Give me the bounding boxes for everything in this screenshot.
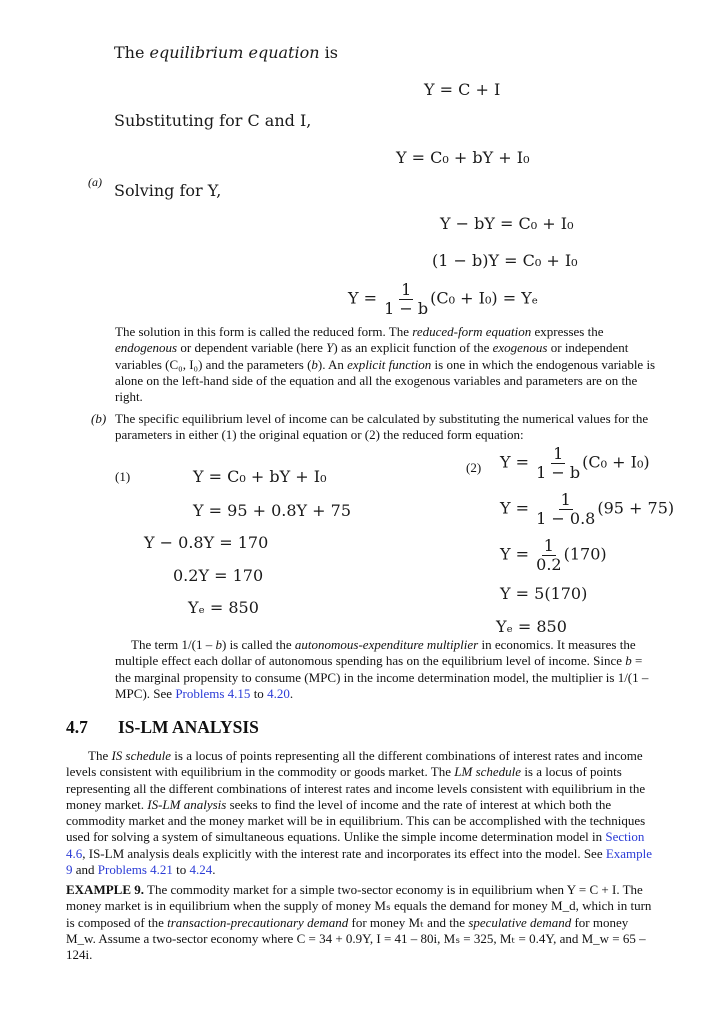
- multiplier-paragraph: The term 1/(1 – b) is called the autonomous-expenditure multiplier in economics. It measures the multiple effect each dollar of autonomous spending has on the equilibrium level of income. Since b = the marginal propensity to consume (MPC) in the income determination model, the multiplier is 1/(1 – MPC). See Problems 4.15 to 4.20.: [115, 637, 649, 701]
- link-problems-4-24[interactable]: 4.24: [189, 862, 213, 878]
- link-problems-4-20[interactable]: 4.20: [267, 685, 290, 701]
- left-eq-5: Yₑ = 850: [188, 598, 259, 617]
- section-title: IS-LM ANALYSIS: [118, 717, 259, 737]
- eq5-fraction: [382, 281, 430, 317]
- part-b-label: (b): [91, 411, 107, 426]
- equation-y-c-i: Y = C + I: [424, 80, 501, 99]
- intro-text: The: [114, 43, 145, 62]
- eq5-left: Y =: [348, 288, 378, 308]
- example-9-paragraph: EXAMPLE 9. The commodity market for a simple two-sector economy is in equilibrium when Y = C + I. The money market is in equilibrium when the supply of money Mₛ equals the demand for money M_d, which in turn is composed of the transaction-precautionary demand for money Mₜ and the speculative demand for money M_w. Assume a two-sector economy where C = 34 + 0.9Y, I = 41 – 80i, Mₛ = 325, Mₜ = 0.4Y, and M_w = 65 – 124i.: [66, 882, 652, 963]
- left-eq-3: Y − 0.8Y = 170: [144, 533, 269, 552]
- right-eq-2-fraction: $\frac{1}{1 - 0.8}$: [536, 490, 596, 528]
- equilibrium-intro: [114, 43, 338, 62]
- equation-substituted: Y = C₀ + bY + I₀: [396, 148, 530, 167]
- eq5-denominator: 1 − b: [384, 298, 429, 318]
- right-eq-4: Y = 5(170): [500, 584, 588, 603]
- link-problems-4-15[interactable]: Problems 4.15: [175, 685, 251, 701]
- reduced-form-paragraph: The solution in this form is called the reduced form. The reduced-form equation expresses the endogenous or dependent variable (here Y) as an explicit function of the exogenous or independent variables (C₀, I₀) and the parameters (b). An explicit function is one in which the endogenous variable is alone on the left-hand side of the equation and all the exogenous variables and parameters are on the right.: [115, 324, 656, 405]
- substituting-text: Substituting for C and I,: [114, 111, 312, 130]
- left-eq-2: Y = 95 + 0.8Y + 75: [193, 501, 352, 520]
- solving-text: Solving for Y,: [114, 181, 222, 200]
- link-problems-4-21[interactable]: Problems 4.21: [97, 862, 173, 878]
- link-example-9[interactable]: Example 9: [66, 845, 653, 878]
- link-section-4-6[interactable]: Section 4.6: [66, 829, 645, 861]
- intro-text-suffix: is: [324, 43, 338, 62]
- islm-paragraph: The IS schedule is a locus of points representing all the different combinations of interest rates and income levels consistent with equilibrium in the commodity or goods market. The LM schedule is a locus of points representing all the different combinations of interest rates and income levels consistent with equilibrium in the money market. IS-LM analysis seeks to find the level of income and the rate of interest at which both the commodity market and the money market will be in equilibrium. This can be accomplished with the techniques used for solving a system of simultaneous equations. Unlike the simple income determination model in Section 4.6, IS-LM analysis deals explicitly with the interest rate and incorporates its effect into the model. See Example 9 and Problems 4.21 to 4.24.: [66, 748, 653, 878]
- right-eq-2: Y = $\frac{1}{1 - 0.8}$ (95 + 75): [500, 490, 675, 528]
- right-eq-1-fraction: $\frac{1}{1 - b}$: [536, 444, 581, 482]
- right-eq-1: Y = $\frac{1}{1 - b}$ (C₀ + I₀): [500, 444, 650, 482]
- equation-y-minus-by: Y − bY = C₀ + I₀: [440, 214, 574, 233]
- left-eq-1: Y = C₀ + bY + I₀: [193, 467, 327, 486]
- eq5-right: (C₀ + I₀) = Yₑ: [430, 288, 538, 308]
- part-b-text: The specific equilibrium level of income can be calculated by substituting the numerical values for the parameters in either (1) the original equation or (2) the reduced form equation:: [115, 411, 649, 443]
- method-1-label: (1): [115, 469, 131, 484]
- eq5-numerator: 1: [401, 280, 412, 299]
- part-a-label: (a): [88, 175, 102, 189]
- right-eq-3-fraction: $\frac{1}{0.2}$: [536, 536, 562, 574]
- equation-reduced-form: [348, 281, 538, 317]
- section-number: 4.7: [66, 717, 88, 737]
- method-2-label: (2): [466, 460, 482, 475]
- equation-1-minus-b: (1 − b)Y = C₀ + I₀: [432, 251, 578, 270]
- intro-italic: equilibrium equation: [149, 43, 320, 62]
- example-label: EXAMPLE 9.: [66, 882, 144, 897]
- right-eq-5: Yₑ = 850: [496, 617, 567, 636]
- left-eq-4: 0.2Y = 170: [173, 566, 264, 585]
- right-eq-3: Y = $\frac{1}{0.2}$ (170): [500, 536, 607, 574]
